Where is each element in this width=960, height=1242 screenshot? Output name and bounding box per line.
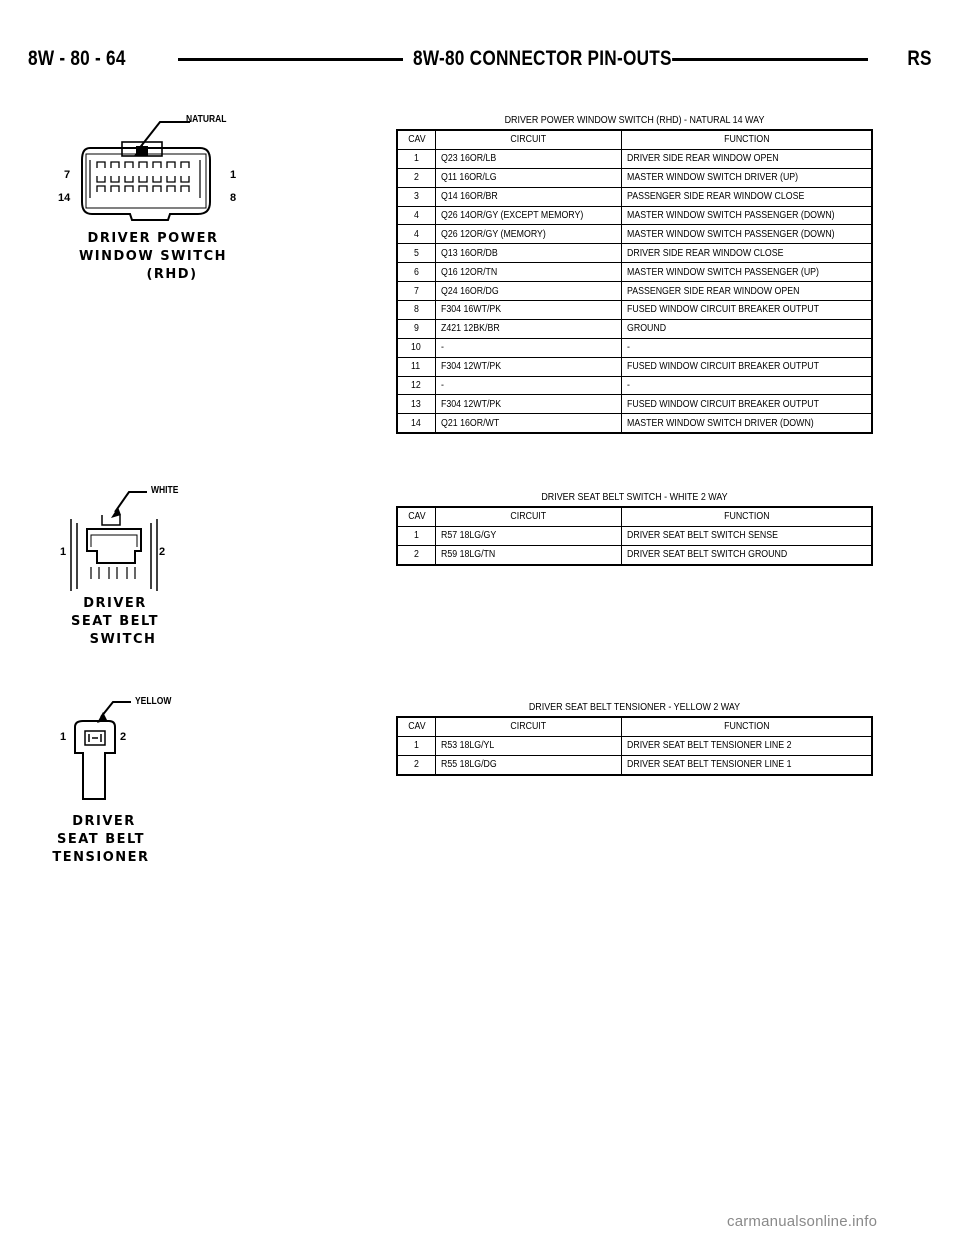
table-body <box>397 526 872 564</box>
cell-circuit: Q23 16OR/LB <box>436 149 622 168</box>
table-row <box>397 357 872 376</box>
cell-function: PASSENGER SIDE REAR WINDOW CLOSE <box>622 187 873 206</box>
table-title: DRIVER SEAT BELT TENSIONER - YELLOW 2 WAY <box>528 701 741 713</box>
cell-cav: 2 <box>397 168 436 187</box>
cell-function: MASTER WINDOW SWITCH PASSENGER (UP) <box>622 263 873 282</box>
table-header-row <box>397 717 872 736</box>
cell-cav: 5 <box>397 244 436 263</box>
cell-function: GROUND <box>622 319 873 338</box>
pin-label-2: 2 <box>120 731 127 743</box>
caption-line: DRIVER POWER <box>87 231 219 246</box>
cell-circuit: - <box>436 376 622 395</box>
cell-function: - <box>622 376 873 395</box>
connector-drawing-seat-belt-switch <box>55 485 195 655</box>
table-title: DRIVER SEAT BELT SWITCH - WHITE 2 WAY <box>541 491 728 503</box>
cell-function: MASTER WINDOW SWITCH PASSENGER (DOWN) <box>622 225 873 244</box>
cell-circuit: Q26 12OR/GY (MEMORY) <box>436 225 622 244</box>
cell-function: FUSED WINDOW CIRCUIT BREAKER OUTPUT <box>622 301 873 320</box>
cell-cav: 11 <box>397 357 436 376</box>
pin-label-2: 2 <box>159 546 166 558</box>
table-body <box>397 736 872 774</box>
cell-function: DRIVER SEAT BELT SWITCH GROUND <box>622 545 873 564</box>
section-title: 8W-80 CONNECTOR PIN-OUTS <box>413 47 672 70</box>
connector-caption <box>55 595 175 649</box>
table-row <box>397 319 872 338</box>
cell-cav: 6 <box>397 263 436 282</box>
table-title: DRIVER POWER WINDOW SWITCH (RHD) - NATURAL 14 WAY <box>504 114 765 126</box>
cell-circuit: Q11 16OR/LG <box>436 168 622 187</box>
cell-circuit: F304 12WT/PK <box>436 357 622 376</box>
cell-cav: 1 <box>397 149 436 168</box>
pinout-table <box>396 129 873 434</box>
cell-cav: 1 <box>397 736 436 755</box>
connector-caption <box>78 230 228 284</box>
col-header-circuit: CIRCUIT <box>436 507 622 526</box>
table-row <box>397 263 872 282</box>
caption-line: SEAT BELT <box>57 832 145 847</box>
pin-label-1: 1 <box>230 169 237 181</box>
cell-circuit: R59 18LG/TN <box>436 545 622 564</box>
cell-function: - <box>622 338 873 357</box>
table-row <box>397 244 872 263</box>
cell-circuit: R53 18LG/YL <box>436 736 622 755</box>
col-header-cav: CAV <box>397 130 436 149</box>
cell-cav: 7 <box>397 282 436 301</box>
cell-cav: 13 <box>397 395 436 414</box>
col-header-cav: CAV <box>397 507 436 526</box>
color-label: YELLOW <box>135 696 172 707</box>
caption-line: SWITCH <box>89 632 157 647</box>
col-header-circuit: CIRCUIT <box>436 717 622 736</box>
table-row <box>397 736 872 755</box>
cell-circuit: Q24 16OR/DG <box>436 282 622 301</box>
cell-circuit: Q16 12OR/TN <box>436 263 622 282</box>
seat-belt-switch-connector-icon <box>55 485 195 595</box>
cell-function: FUSED WINDOW CIRCUIT BREAKER OUTPUT <box>622 357 873 376</box>
table-row <box>397 206 872 225</box>
cell-function: MASTER WINDOW SWITCH DRIVER (DOWN) <box>622 414 873 433</box>
cell-function: DRIVER SIDE REAR WINDOW OPEN <box>622 149 873 168</box>
connector-caption <box>51 813 151 867</box>
pin-label-1: 1 <box>60 731 67 743</box>
cell-circuit: Q13 16OR/DB <box>436 244 622 263</box>
watermark: carmanualsonline.info <box>727 1213 878 1230</box>
cell-function: DRIVER SEAT BELT TENSIONER LINE 2 <box>622 736 873 755</box>
caption-line: DRIVER <box>83 596 147 611</box>
header-rule-left <box>178 58 403 61</box>
cell-circuit: R57 18LG/GY <box>436 526 622 545</box>
pinout-table <box>396 716 873 776</box>
page-number: 8W - 80 - 64 <box>28 47 126 70</box>
cell-cav: 2 <box>397 755 436 774</box>
table-header-row <box>397 507 872 526</box>
table-header-row <box>397 130 872 149</box>
table-body <box>397 149 872 433</box>
page-header <box>28 46 932 74</box>
cell-cav: 4 <box>397 206 436 225</box>
cell-cav: 8 <box>397 301 436 320</box>
pinout-table <box>396 506 873 566</box>
caption-line: WINDOW SWITCH <box>78 249 228 264</box>
cell-circuit: Z421 12BK/BR <box>436 319 622 338</box>
cell-function: DRIVER SIDE REAR WINDOW CLOSE <box>622 244 873 263</box>
table-row <box>397 414 872 433</box>
cell-cav: 1 <box>397 526 436 545</box>
cell-function: PASSENGER SIDE REAR WINDOW OPEN <box>622 282 873 301</box>
power-window-connector-icon <box>50 110 240 240</box>
pin-label-8: 8 <box>230 192 237 204</box>
cell-cav: 3 <box>397 187 436 206</box>
table-row <box>397 545 872 564</box>
cell-cav: 9 <box>397 319 436 338</box>
col-header-function: FUNCTION <box>622 717 873 736</box>
col-header-cav: CAV <box>397 717 436 736</box>
table-row <box>397 338 872 357</box>
table-row <box>397 282 872 301</box>
seat-belt-tensioner-connector-icon <box>55 695 195 805</box>
connector-drawing-seat-belt-tensioner <box>52 695 195 870</box>
model-code: RS <box>907 47 932 70</box>
caption-line: SEAT BELT <box>71 614 159 629</box>
header-rule-right <box>653 58 868 61</box>
caption-line: TENSIONER <box>52 850 150 865</box>
caption-line: (RHD) <box>146 267 198 282</box>
cell-cav: 10 <box>397 338 436 357</box>
table-row <box>397 376 872 395</box>
cell-function: FUSED WINDOW CIRCUIT BREAKER OUTPUT <box>622 395 873 414</box>
pin-label-7: 7 <box>64 169 71 181</box>
cell-circuit: Q26 14OR/GY (EXCEPT MEMORY) <box>436 206 622 225</box>
connector-drawing-power-window-switch <box>50 110 240 300</box>
pin-label-1: 1 <box>60 546 67 558</box>
cell-function: DRIVER SEAT BELT SWITCH SENSE <box>622 526 873 545</box>
caption-line: DRIVER <box>72 814 136 829</box>
table-row <box>397 395 872 414</box>
cell-cav: 14 <box>397 414 436 433</box>
col-header-circuit: CIRCUIT <box>436 130 622 149</box>
table-row <box>397 526 872 545</box>
table-row <box>397 225 872 244</box>
color-label: NATURAL <box>186 114 227 125</box>
col-header-function: FUNCTION <box>622 507 873 526</box>
color-label: WHITE <box>151 485 179 496</box>
table-row <box>397 755 872 774</box>
pinout-table-seat-belt-switch <box>396 490 873 566</box>
pinout-table-power-window-switch <box>396 113 873 434</box>
cell-circuit: Q21 16OR/WT <box>436 414 622 433</box>
table-row <box>397 149 872 168</box>
pin-label-14: 14 <box>58 192 71 204</box>
table-row <box>397 301 872 320</box>
cell-function: MASTER WINDOW SWITCH DRIVER (UP) <box>622 168 873 187</box>
cell-circuit: R55 18LG/DG <box>436 755 622 774</box>
table-row <box>397 187 872 206</box>
cell-function: MASTER WINDOW SWITCH PASSENGER (DOWN) <box>622 206 873 225</box>
cell-cav: 2 <box>397 545 436 564</box>
cell-circuit: Q14 16OR/BR <box>436 187 622 206</box>
col-header-function: FUNCTION <box>622 130 873 149</box>
cell-function: DRIVER SEAT BELT TENSIONER LINE 1 <box>622 755 873 774</box>
cell-circuit: F304 16WT/PK <box>436 301 622 320</box>
cell-circuit: - <box>436 338 622 357</box>
table-row <box>397 168 872 187</box>
cell-circuit: F304 12WT/PK <box>436 395 622 414</box>
cell-cav: 4 <box>397 225 436 244</box>
pinout-table-seat-belt-tensioner <box>396 700 873 776</box>
cell-cav: 12 <box>397 376 436 395</box>
